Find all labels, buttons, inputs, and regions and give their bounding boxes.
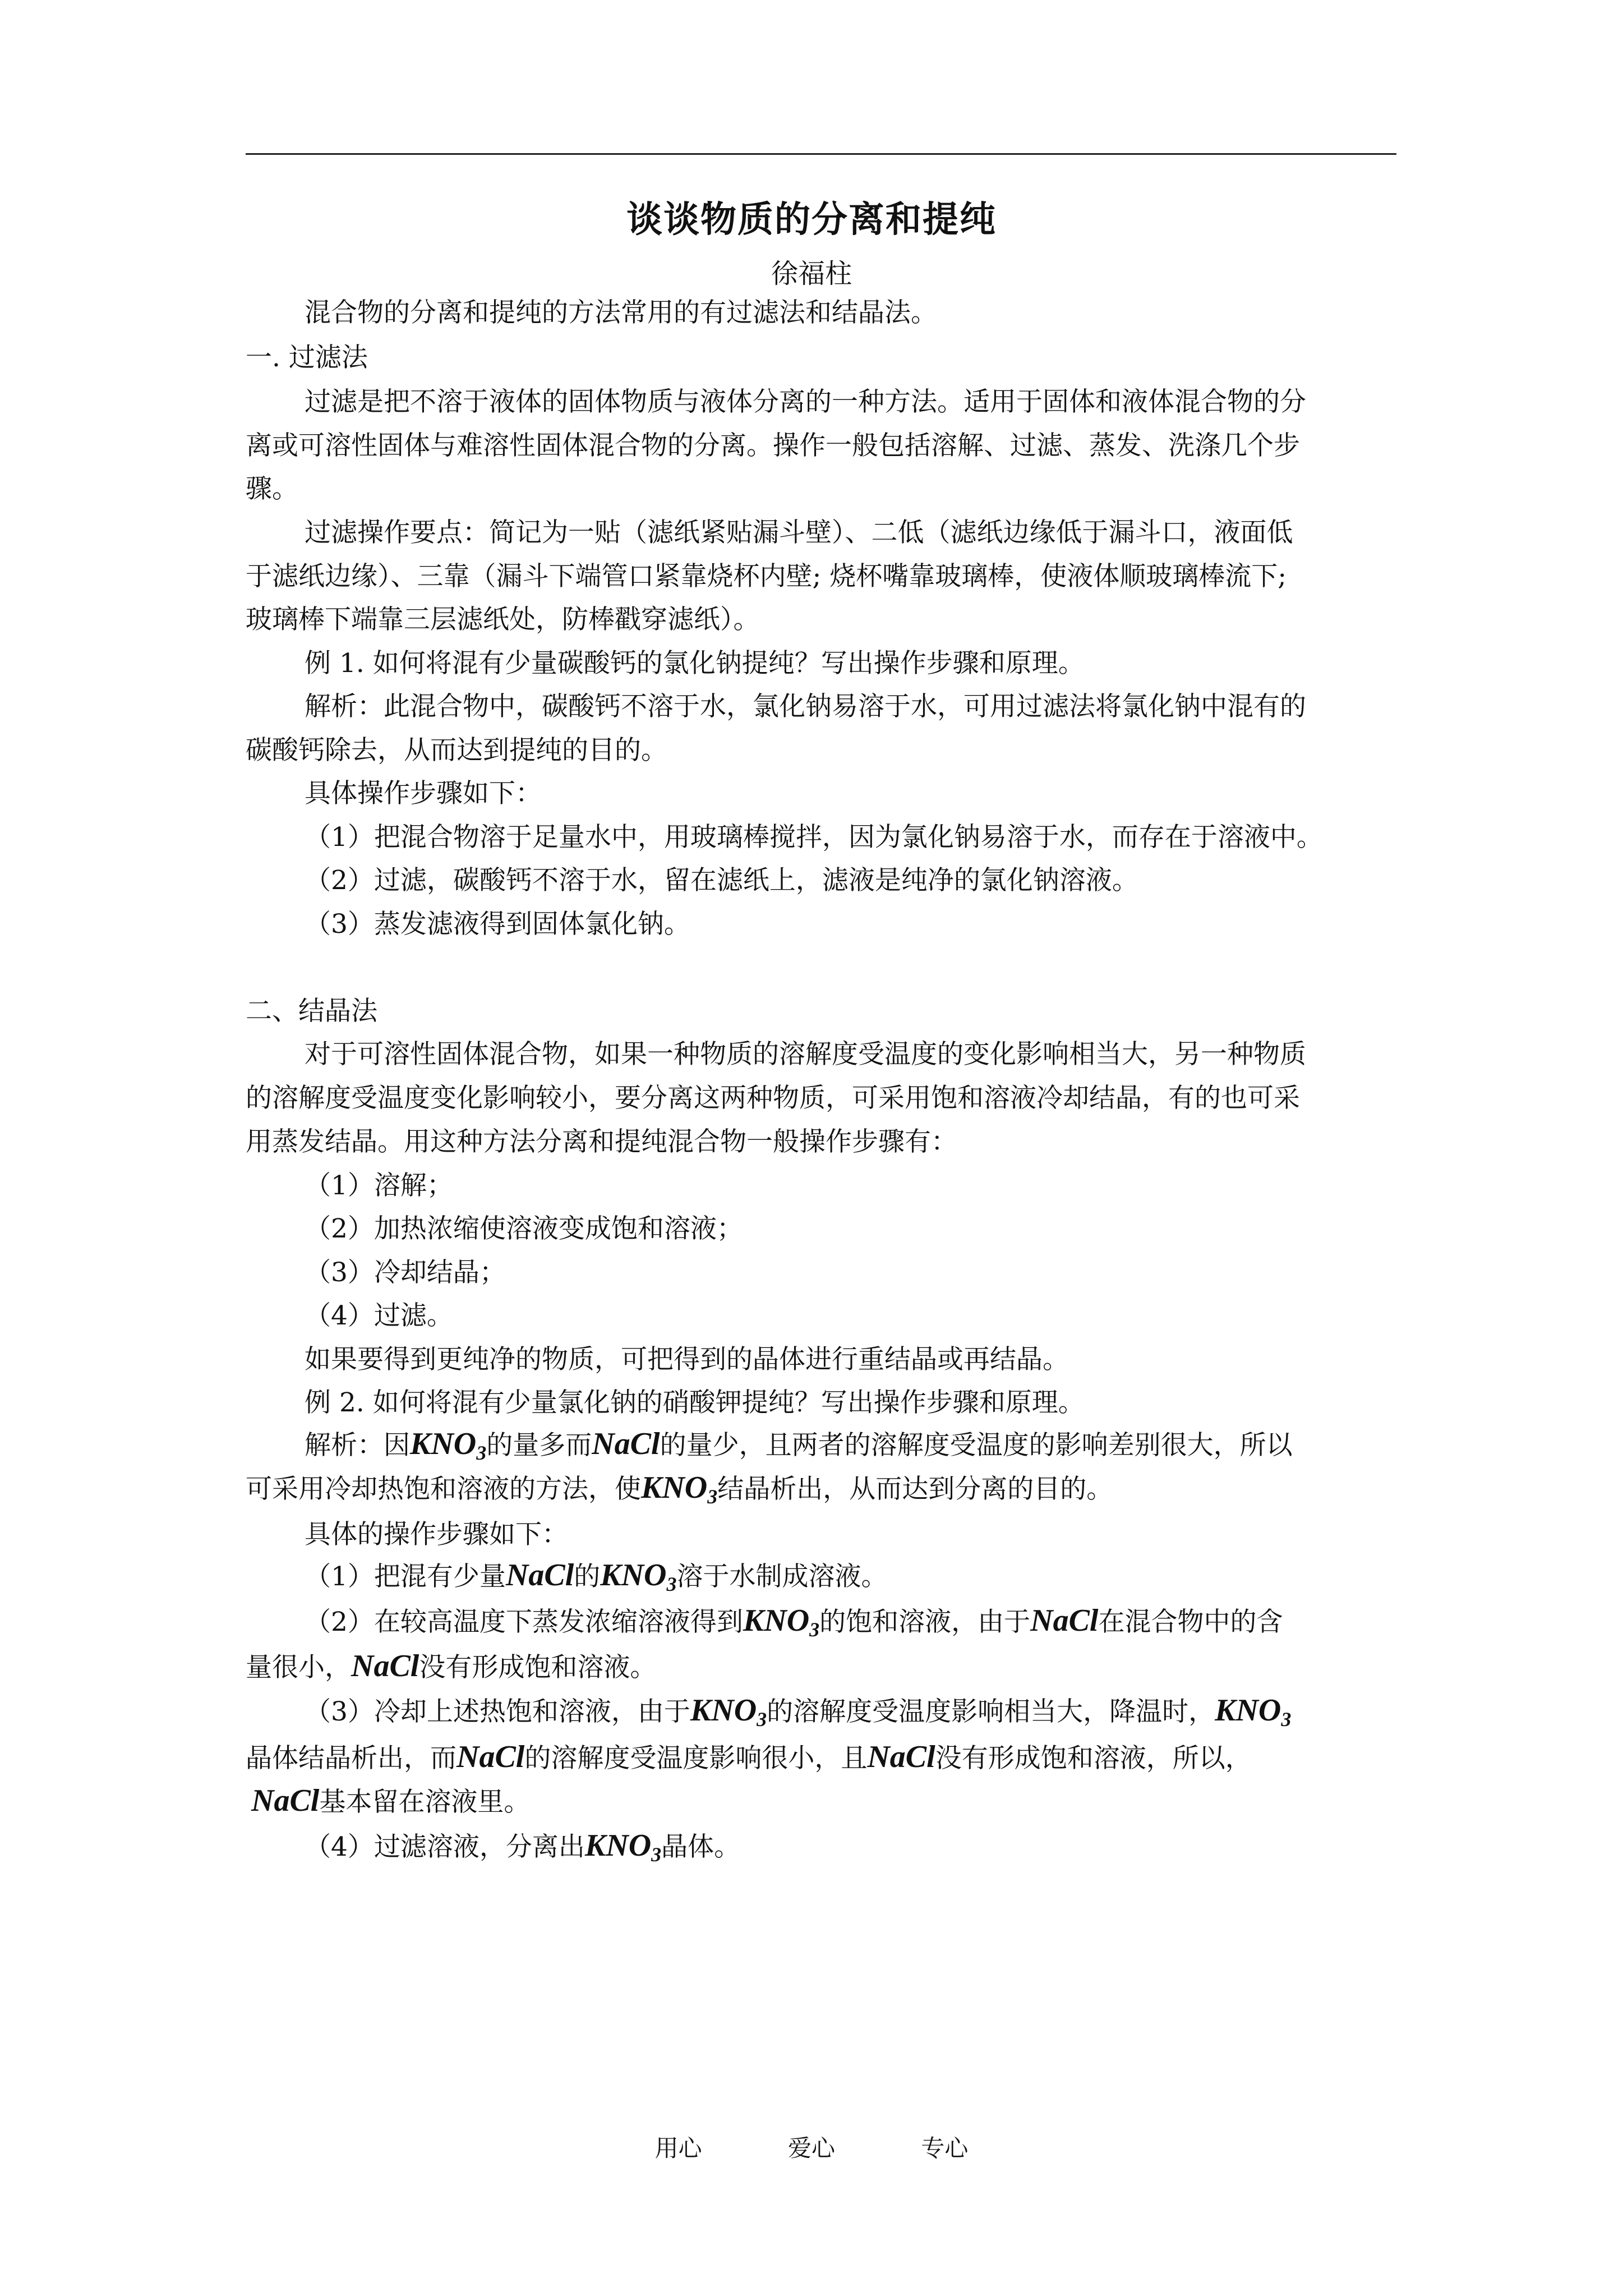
- list-item: （4）过滤。: [305, 1300, 453, 1331]
- paragraph-line: 对于可溶性固体混合物，如果一种物质的溶解度受温度的变化影响相当大，另一种物质: [305, 1039, 1306, 1070]
- paragraph-line: 过滤是把不溶于液体的固体物质与液体分离的一种方法。适用于固体和液体混合物的分: [305, 386, 1306, 417]
- formula-nacl: NaCl: [505, 1558, 574, 1593]
- paragraph-line: 骤。: [246, 473, 298, 504]
- section-heading-filtration: 一. 过滤法: [246, 342, 368, 373]
- intro-paragraph: 混合物的分离和提纯的方法常用的有过滤法和结晶法。: [305, 297, 937, 328]
- footer-text: 专心: [921, 2134, 969, 2162]
- formula-kno3: $KNO_3$: [600, 1558, 677, 1595]
- paragraph-line: 的溶解度受温度变化影响较小，要分离这两种物质，可采用饱和溶液冷却结晶，有的也可采: [246, 1083, 1300, 1114]
- header-rule: [246, 153, 1396, 155]
- step-item: （1）把混有少量NaCl的$KNO_3$溶于水制成溶液。: [305, 1558, 888, 1595]
- section-heading-crystallization: 二、结晶法: [246, 996, 377, 1027]
- paragraph-line: 用蒸发结晶。用这种方法分离和提纯混合物一般操作步骤有：: [246, 1126, 957, 1157]
- page-footer: [0, 2133, 1623, 2164]
- formula-nacl: NaCl: [1030, 1603, 1099, 1638]
- paragraph-line: 玻璃棒下端靠三层滤纸处，防棒戳穿滤纸）。: [246, 604, 760, 635]
- formula-kno3: $KNO_3$: [410, 1427, 487, 1464]
- formula-nacl: NaCl: [457, 1740, 525, 1774]
- step-item-continued: NaCl基本留在溶液里。: [251, 1783, 531, 1818]
- example-2-question: 例 2. 如何将混有少量氯化钠的硝酸钾提纯？写出操作步骤和原理。: [305, 1387, 1085, 1418]
- footer-text: 用心: [654, 2134, 702, 2162]
- list-item: （1）溶解；: [305, 1170, 453, 1201]
- formula-kno3: $KNO_3$: [743, 1603, 820, 1641]
- paragraph-line: 如果要得到更纯净的物质，可把得到的晶体进行重结晶或再结晶。: [305, 1344, 1069, 1375]
- step-item: （4）过滤溶液，分离出$KNO_3$晶体。: [305, 1828, 741, 1866]
- step-item-continued: 晶体结晶析出，而NaCl的溶解度受温度影响很小，且NaCl没有形成饱和溶液，所以，: [246, 1740, 1252, 1774]
- list-item: （3）冷却结晶；: [305, 1257, 506, 1288]
- steps-intro: 具体操作步骤如下：: [305, 778, 542, 809]
- analysis-line: 解析：因$KNO_3$的量多而NaCl的量少，且两者的溶解度受温度的影响差别很大，所以: [305, 1427, 1293, 1464]
- formula-kno3: $KNO_3$: [584, 1828, 662, 1866]
- list-item: （2）加热浓缩使溶液变成饱和溶液；: [305, 1213, 743, 1244]
- step-item: （2）过滤，碳酸钙不溶于水，留在滤纸上，滤液是纯净的氯化钠溶液。: [305, 865, 1138, 896]
- step-item: （1）把混合物溶于足量水中，用玻璃棒搅拌，因为氯化钠易溶于水，而存在于溶液中。: [305, 822, 1323, 853]
- formula-kno3: $KNO_3$: [1215, 1693, 1292, 1731]
- formula-nacl: NaCl: [351, 1649, 419, 1683]
- formula-kno3: $KNO_3$: [641, 1470, 718, 1508]
- analysis-line: 可采用冷却热饱和溶液的方法，使$KNO_3$结晶析出，从而达到分离的目的。: [246, 1470, 1113, 1508]
- formula-nacl: NaCl: [251, 1783, 320, 1818]
- paragraph-line: 离或可溶性固体与难溶性固体混合物的分离。操作一般包括溶解、过滤、蒸发、洗涤几个步: [246, 430, 1300, 461]
- paragraph-line: 碳酸钙除去，从而达到提纯的目的。: [246, 735, 667, 766]
- formula-nacl: NaCl: [867, 1740, 935, 1774]
- author: 徐福柱: [771, 258, 852, 289]
- footer-text: 爱心: [787, 2134, 835, 2162]
- steps-intro: 具体的操作步骤如下：: [305, 1519, 568, 1550]
- paragraph-line: 过滤操作要点：简记为一贴（滤纸紧贴漏斗壁）、二低（滤纸边缘低于漏斗口，液面低: [305, 517, 1293, 548]
- step-item-continued: 量很小，NaCl没有形成饱和溶液。: [246, 1649, 657, 1683]
- step-item: （3）蒸发滤液得到固体氯化钠。: [305, 909, 690, 940]
- page-title: 谈谈物质的分离和提纯: [626, 199, 997, 241]
- step-item: （2）在较高温度下蒸发浓缩溶液得到$KNO_3$的饱和溶液，由于NaCl在混合物中的含: [305, 1603, 1283, 1641]
- formula-nacl: NaCl: [592, 1427, 660, 1461]
- step-item: （3）冷却上述热饱和溶液，由于$KNO_3$的溶解度受温度影响相当大，降温时，$KNO_3$: [305, 1693, 1292, 1731]
- example-1-question: 例 1. 如何将混有少量碳酸钙的氯化钠提纯？写出操作步骤和原理。: [305, 648, 1085, 679]
- paragraph-line: 解析：此混合物中，碳酸钙不溶于水，氯化钠易溶于水，可用过滤法将氯化钠中混有的: [305, 691, 1306, 722]
- formula-kno3: $KNO_3$: [690, 1693, 767, 1731]
- paragraph-line: 于滤纸边缘）、三靠（漏斗下端管口紧靠烧杯内壁; 烧杯嘴靠玻璃棒，使液体顺玻璃棒流下;: [246, 561, 1287, 592]
